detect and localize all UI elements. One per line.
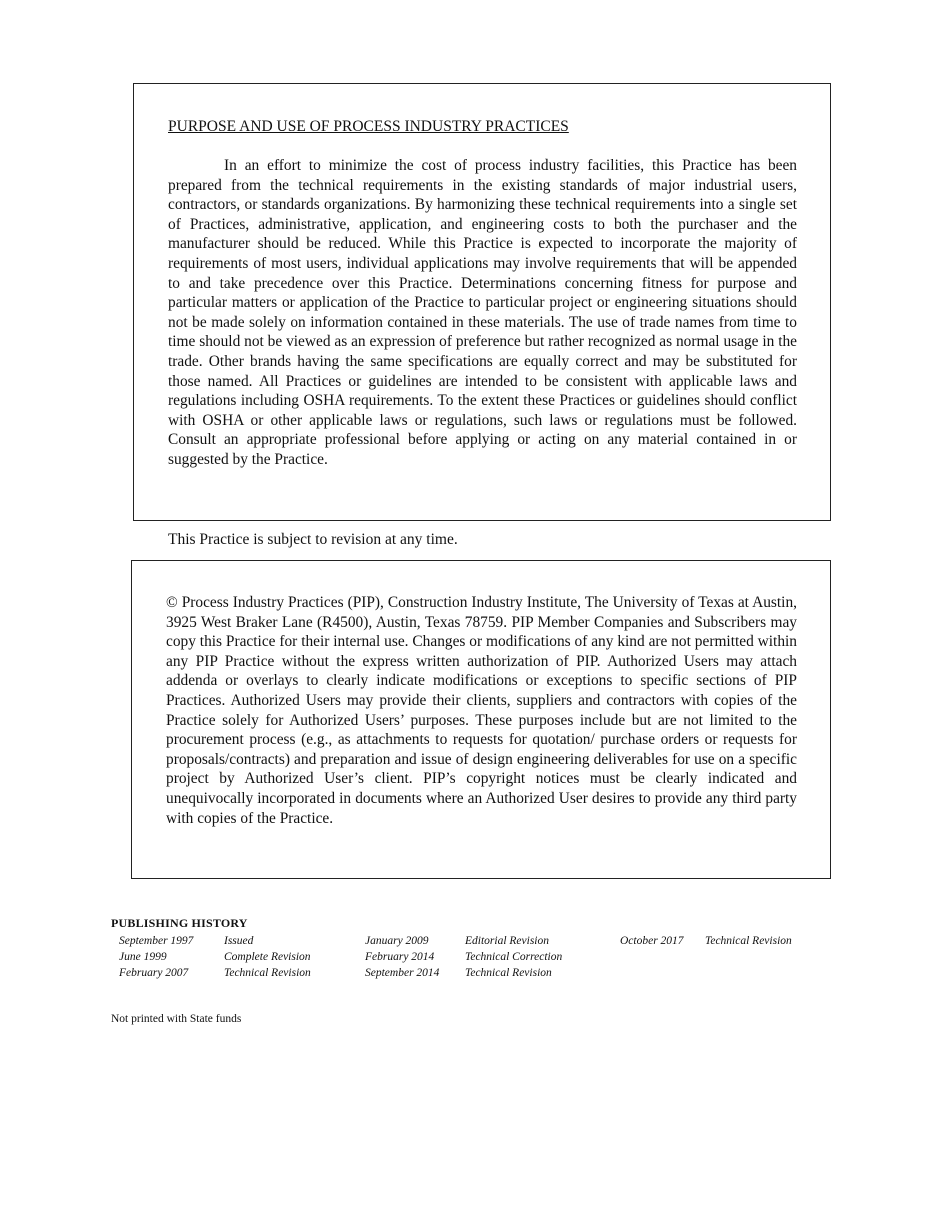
history-actions-col-2 xyxy=(465,933,562,981)
history-date: February 2014 xyxy=(365,951,435,963)
history-dates-col-3 xyxy=(620,933,684,949)
history-action: Complete Revision xyxy=(224,951,311,963)
history-date: June 1999 xyxy=(119,951,167,963)
history-action: Technical Correction xyxy=(465,951,563,963)
history-actions-col-3 xyxy=(705,933,792,949)
history-date: October 2017 xyxy=(620,935,684,947)
history-action: Editorial Revision xyxy=(465,935,550,947)
history-date: February 2007 xyxy=(119,967,189,979)
revision-note: This Practice is subject to revision at any time. xyxy=(168,531,458,548)
history-date: September 1997 xyxy=(119,935,194,947)
copyright-box xyxy=(131,560,831,879)
purpose-box xyxy=(133,83,831,521)
history-date: September 2014 xyxy=(365,967,440,979)
history-action: Technical Revision xyxy=(224,967,311,979)
history-action: Issued xyxy=(224,935,254,947)
history-dates-col-2 xyxy=(365,933,439,981)
state-funds-note: Not printed with State funds xyxy=(111,1013,242,1025)
history-date: January 2009 xyxy=(365,935,429,947)
history-action: Technical Revision xyxy=(705,935,792,947)
copyright-paragraph: © Process Industry Practices (PIP), Construction Industry Institute, The University of Texas at Austin, 3925 West Braker Lane (R4500), Austin, Texas 78759. PIP Member Companies and Subscribers may copy this Practice for their internal use. Changes or modifications of any kind are not permitted within any PIP Practice without the express written authorization of PIP. Authorized Users may attach addenda or overlays to clearly indicate modifications or exceptions to specific sections of PIP Practices. Authorized Users may provide their clients, suppliers and contractors with copies of the Practice solely for Authorized Users’ purposes. These purposes include but are not limited to the procurement process (e.g., as attachments to requests for quotation/ purchase orders or requests for proposals/contracts) and preparation and issue of design engineering deliverables for use on a specific project by Authorized User’s client. PIP’s copyright notices must be clearly indicated and unequivocally incorporated in documents where an Authorized User desires to provide any third party with copies of the Practice. xyxy=(166,594,797,827)
history-action: Technical Revision xyxy=(465,967,552,979)
purpose-paragraph: In an effort to minimize the cost of process industry facilities, this Practice has been prepared from the technical requirements in the existing standards of major industrial users, contractors, or standards organizations. By harmonizing these technical requirements into a single set of Practices, administrative, application, and engineering costs to both the purchaser and the manufacturer should be reduced. While this Practice is expected to incorporate the majority of requirements of most users, individual applications may involve requirements that will be appended to and take precedence over this Practice. Determinations concerning fitness for purpose and particular matters or application of the Practice to particular project or engineering situations should not be made solely on information contained in these materials. The use of trade names from time to time should not be viewed as an expression of preference but rather recognized as normal usage in the trade. Other brands having the same specifications are equally correct and may be substituted for those named. All Practices or guidelines are intended to be consistent with applicable laws and regulations including OSHA requirements. To the extent these Practices or guidelines should conflict with OSHA or other applicable laws or regulations, such laws or regulations must be followed. Consult an appropriate professional before applying or acting on any material contained in or suggested by the Practice. xyxy=(168,157,797,468)
history-dates-col-1 xyxy=(119,933,193,981)
publishing-history-title: PUBLISHING HISTORY xyxy=(111,916,248,930)
history-actions-col-1 xyxy=(224,933,311,981)
purpose-heading: PURPOSE AND USE OF PROCESS INDUSTRY PRACTICES xyxy=(168,118,569,135)
